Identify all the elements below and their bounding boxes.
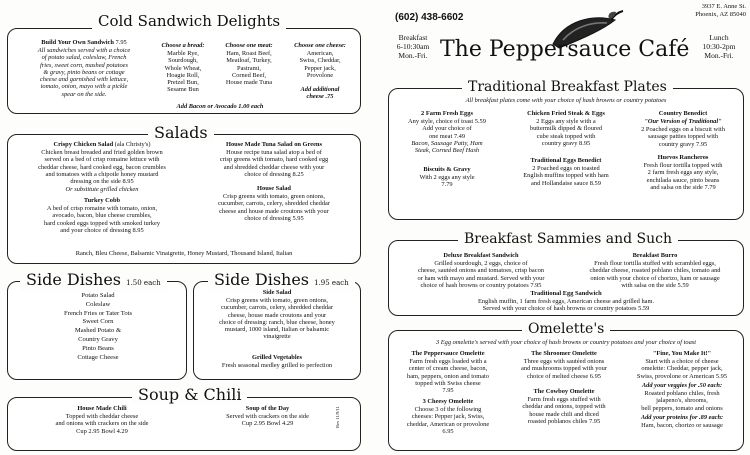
peppersauce-omelette-title: The Peppersauce Omelette bbox=[411, 350, 485, 357]
breakfast-time: 6-10:30am bbox=[396, 42, 430, 51]
sammies-heading: Breakfast Sammies and Such bbox=[458, 230, 678, 248]
cafe-title: The Peppersauce Café bbox=[440, 37, 690, 62]
meat-title: Choose one meat: bbox=[225, 42, 273, 49]
breakfast-hours bbox=[388, 33, 438, 60]
deluxe-desc: Grilled sourdough, 2 eggs, choice of cheese, sautéed onions and tomatoes, crisp bacon or ham with mayo and mustard. Served with your choice of hash browns or country potatoes 7.95 bbox=[417, 260, 545, 289]
soup-title: Soup of the Day bbox=[245, 405, 290, 412]
add-cheese: Add additional cheese .75 bbox=[300, 86, 340, 101]
country-benedict-desc: 2 Poached eggs on a biscuit with sausage patties topped with country gravy 7.95 bbox=[641, 126, 725, 148]
plates-subtitle: All breakfast plates come with your choice of hash browns or country potatoes bbox=[465, 97, 667, 104]
breakfast-label: Breakfast bbox=[398, 33, 428, 42]
phone-number: (602) 438-6602 bbox=[395, 12, 464, 23]
veggies-title: Add your veggies for .50 each: bbox=[641, 382, 723, 389]
cheese-list: American, Swiss, Cheddar, Pepper jack, Provolone bbox=[299, 50, 341, 79]
deluxe-title: Deluxe Breakfast Sandwich bbox=[443, 252, 519, 259]
tuna-salad-desc: House recipe tuna salad atop a bed of crisp greens with tomato, hard cooked egg and shredded cheddar cheese with your choice of dressing 8.25 bbox=[219, 149, 329, 178]
crispy-salad-desc: Chicken breast breaded and fried golden brown served on a bed of crisp romaine lettuce with cheddar cheese, hard cooked egg, bacon crumbles and tomatoes with a chipotle honey mustard dressing on the side 8.95 bbox=[38, 149, 166, 186]
omelettes-heading: Omelette's bbox=[522, 320, 610, 338]
cfs-title: Chicken Fried Steak & Eggs bbox=[527, 110, 605, 117]
tuna-salad-title: House Made Tuna Salad on Greens bbox=[226, 141, 322, 148]
address bbox=[672, 3, 746, 19]
sides-150-title: Side Dishes bbox=[26, 270, 122, 289]
chili-desc: Topped with cheddar cheese and onions with crackers on the side Cup 2.95 Bowl 4.29 bbox=[55, 413, 149, 435]
sides-195-title: Side Dishes bbox=[214, 270, 310, 289]
chili-title: House Made Chili bbox=[77, 405, 127, 412]
trad-sandwich-title: Traditional Egg Sandwich bbox=[530, 290, 602, 297]
byo-title-text: Build Your Own Sandwich bbox=[41, 39, 114, 46]
shroomer-desc: Three eggs with sautéed onions and mushrooms topped with your choice of melted cheese 6.95 bbox=[521, 358, 607, 380]
crispy-salad-alt: Or substitute grilled chicken bbox=[65, 186, 139, 193]
side-salad-title: Side Salad bbox=[262, 289, 292, 296]
cheesy-omelette-desc: Choose 3 of the following cheeses: Pepper jack, Swiss, cheddar, American or provolone 6.95 bbox=[406, 406, 490, 435]
soup-desc: Served with crackers on the side Cup 2.95 Bowl 4.29 bbox=[226, 413, 309, 428]
dressing-list: Ranch, Bleu Cheese, Balsamic Vinaigrette, Honey Mustard, Thousand Island, Italian bbox=[75, 250, 293, 257]
farm-eggs-meats: Bacon, Sausage Patty, Ham Steak, Corned Beef Hash bbox=[411, 140, 483, 155]
farm-eggs-title: 2 Farm Fresh Eggs bbox=[421, 110, 473, 117]
cheese-title: Choose one cheese: bbox=[294, 42, 346, 49]
bread-list: Marble Rye, Sourdough, Whole Wheat, Hoagie Roll, Pretzel Bun, Sesame Bun bbox=[164, 50, 202, 94]
plates-heading: Traditional Breakfast Plates bbox=[462, 78, 673, 96]
biscuits-desc: With 2 eggs any style 7.79 bbox=[419, 174, 475, 189]
fine-title: "Fine, You Make It!" bbox=[652, 350, 712, 357]
cowboy-title: The Cowboy Omelette bbox=[533, 388, 595, 395]
sides-150-list: Potato Salad Coleslaw French Fries or Tater Tots Sweet Corn Mashed Potato & Country Gravy Pinto Beans Cottage Cheese bbox=[63, 292, 133, 361]
crispy-salad-sub: (ala Christy's) bbox=[114, 141, 151, 148]
bread-title: Choose a bread: bbox=[161, 42, 205, 49]
house-salad-desc: Crisp greens with tomato, green onions, cucumber, carrots, celery, shredded cheddar cheese and house made croutons with your choice of dressing 5.95 bbox=[218, 193, 330, 222]
lunch-label: Lunch bbox=[709, 33, 729, 42]
grilled-veg-desc: Fresh seasonal medley grilled to perfection bbox=[221, 362, 333, 369]
farm-eggs-desc: Any style, choice of toast 5.59 Add your choice of one meat 7.49 bbox=[408, 118, 486, 140]
burro-title: Breakfast Burro bbox=[632, 252, 678, 259]
lunch-hours bbox=[694, 33, 744, 60]
rancheros-title: Huevos Rancheros bbox=[657, 154, 709, 161]
shroomer-title: The Shroomer Omelette bbox=[531, 350, 597, 357]
byo-title bbox=[14, 39, 154, 46]
salads-heading: Salads bbox=[148, 124, 214, 142]
lunch-days: Mon.-Fri. bbox=[704, 51, 734, 60]
rancheros-desc: Fresh flour tortilla topped with 2 farm fresh eggs any style, enchilada sauce, pinto beans and salsa on the side 7.79 bbox=[643, 162, 723, 191]
sides-150-price: 1.50 each bbox=[126, 279, 161, 287]
proteins-desc: Ham, bacon, chorizo or sausage bbox=[641, 422, 723, 429]
soup-heading: Soup & Chili bbox=[132, 386, 247, 404]
lunch-time: 10:30-2pm bbox=[702, 42, 736, 51]
trad-benedict-desc: 2 Poached eggs on toasted English muffins topped with ham and Hollandaise sauce 8.59 bbox=[523, 165, 609, 187]
address-line2: Phoenix, AZ 85040 bbox=[695, 11, 746, 18]
trad-sandwich-desc: English muffin, 1 farm fresh eggs, American cheese and grilled ham. Served with your choice of hash browns or country potatoes 5.59 bbox=[477, 298, 655, 313]
cobb-title: Turkey Cobb bbox=[83, 197, 121, 204]
crispy-salad-title-text: Crispy Chicken Salad bbox=[53, 141, 114, 148]
side-salad-desc: Crisp greens with tomato, green onions, cucumber, carrots, celery, shredded cheddar cheese, house made croutons and your choice of dressing: ranch, blue cheese, honey mustard, 1000 island, Italian or balsamic vinaigrette bbox=[219, 297, 335, 341]
country-benedict-title: Country Benedict bbox=[658, 110, 708, 117]
address-line1: 3937 E. Anne St. bbox=[701, 3, 746, 10]
byo-price: 7.95 bbox=[115, 39, 127, 46]
meat-list: Ham, Roast Beef, Meatloaf, Turkey, Pastrami, Corned Beef, House made Tuna bbox=[225, 50, 273, 87]
biscuits-title: Biscuits & Gravy bbox=[423, 166, 471, 173]
omelettes-subtitle: 3 Egg omelette's served with your choice of hash browns or country potatoes and your choice of toast bbox=[435, 339, 697, 346]
byo-desc: All sandwiches served with a choice of potato salad, coleslaw, French fries, sweet corn, mashed potatoes & gravy, pinto beans or cottage cheese and garnished with lettuce, tomato, onion, mayo with a pickle spear on the side. bbox=[37, 47, 131, 98]
crispy-salad-title bbox=[12, 141, 192, 148]
sides-195-price: 1.95 each bbox=[314, 279, 349, 287]
cold-sandwich-heading: Cold Sandwich Delights bbox=[92, 12, 286, 30]
cowboy-desc: Farm fresh eggs stuffed with cheddar and onions, topped with house made chili and diced roasted poblanos chiles 7.95 bbox=[522, 396, 606, 425]
peppersauce-omelette-desc: Farm fresh eggs loaded with a center of cream cheese, bacon, ham, peppers, onion and tomato topped with Swiss cheese 7.95 bbox=[407, 358, 489, 395]
cobb-desc: A bed of crisp romaine with tomato, onion, avocado, bacon, blue cheese crumbles, hard cooked eggs topped with smoked turkey and your choice of dressing 8.95 bbox=[43, 205, 161, 234]
trad-benedict-title: Traditional Eggs Benedict bbox=[530, 157, 602, 164]
sides-150-heading bbox=[20, 271, 167, 292]
fine-desc: Start with a choice of cheese omelette: Cheddar, pepper jack, Swiss, provolone or American 5.95 bbox=[636, 358, 728, 380]
burro-desc: Fresh flour tortilla stuffed with scrambled eggs, cheddar cheese, roasted poblano chiles, tomato and onion with your choice of chorizo, ham or sausage with salsa on the side 5.59 bbox=[589, 260, 721, 289]
grilled-veg-title: Grilled Vegetables bbox=[252, 354, 302, 361]
cheesy-omelette-title: 3 Cheesy Omelette bbox=[422, 398, 474, 405]
proteins-title: Add your proteins for .89 each: bbox=[640, 414, 724, 421]
house-salad-title: House Salad bbox=[257, 185, 291, 192]
cfs-desc: 2 Eggs any style with a buttermilk dipped & floured cube steak topped with country gravy 8.95 bbox=[529, 118, 603, 147]
veggies-desc: Roasted poblano chiles, fresh jalapeno's, shrooms, bell peppers, tomato and onions bbox=[641, 390, 723, 412]
country-benedict-sub: "Our Version of Traditional" bbox=[644, 118, 722, 125]
add-bacon: Add Bacon or Avocado 1.00 each bbox=[176, 103, 264, 110]
revision-note: Rev 11/9/11 bbox=[335, 406, 340, 428]
breakfast-days: Mon.-Fri. bbox=[398, 51, 428, 60]
